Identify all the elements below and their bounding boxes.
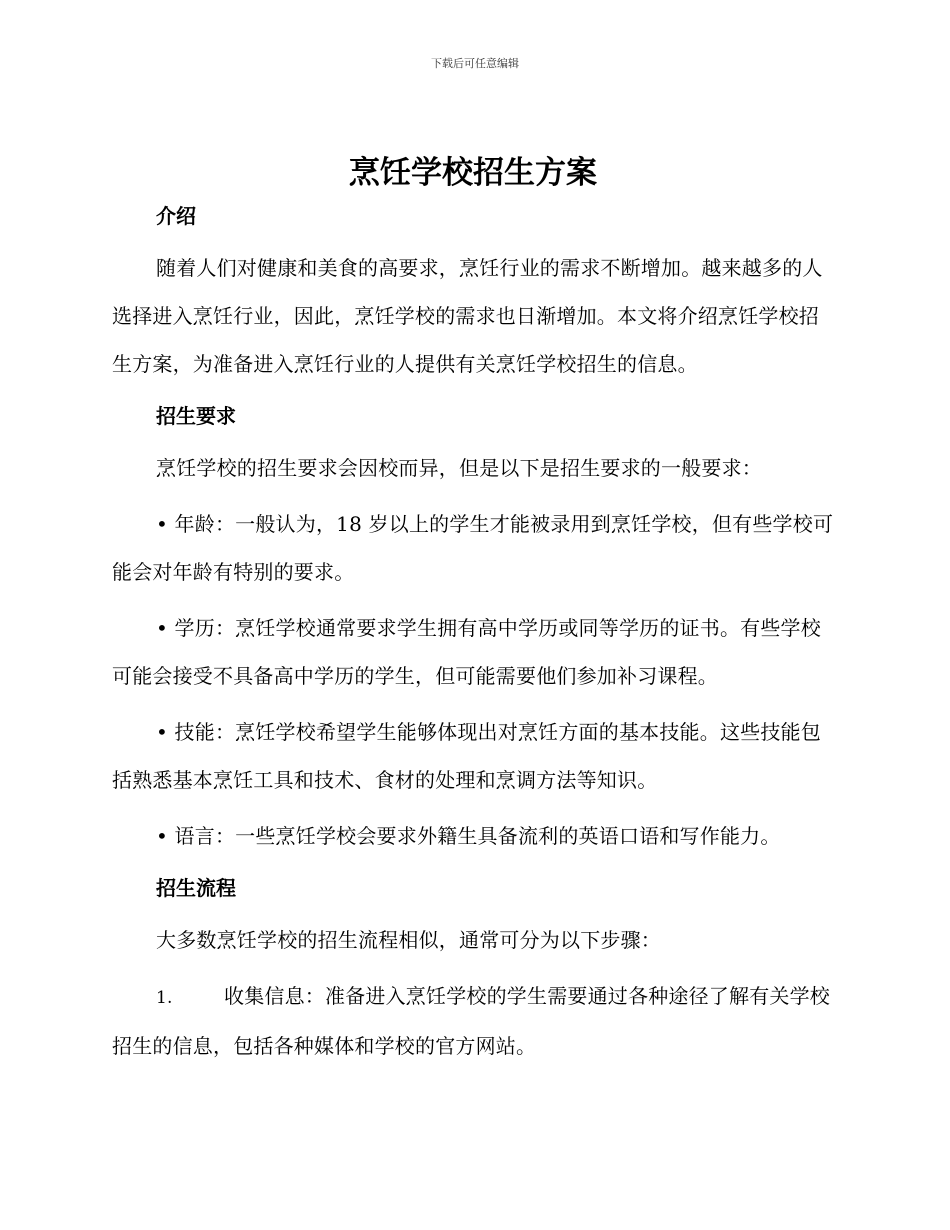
- requirement-item-language: • 语言：一些烹饪学校会要求外籍生具备流利的英语口语和写作能力。: [156, 824, 781, 848]
- requirement-item-education: • 学历：烹饪学校通常要求学生拥有高中学历或同等学历的证书。有些学校可能会接受不具备高中学历的学生，但可能需要他们参加补习课程。: [112, 616, 821, 688]
- section-heading-intro: 介绍: [156, 204, 196, 228]
- document-title: 烹饪学校招生方案: [349, 155, 597, 191]
- process-step: [112, 972, 834, 1070]
- requirement-item-skills: • 技能：烹饪学校希望学生能够体现出对烹饪方面的基本技能。这些技能包括熟悉基本烹饪工具和技术、食材的处理和烹调方法等知识。: [112, 720, 821, 792]
- section-heading-requirements: 招生要求: [156, 404, 236, 428]
- process-step-number: 1.: [156, 988, 173, 1008]
- intro-paragraph: 随着人们对健康和美食的高要求，烹饪行业的需求不断增加。越来越多的人选择进入烹饪行业，因此，烹饪学校的需求也日渐增加。本文将介绍烹饪学校招生方案，为准备进入烹饪行业的人提供有关烹饪学校招生的信息。: [112, 256, 823, 376]
- document-body: [112, 150, 834, 1070]
- requirement-item-age: • 年龄：一般认为，18 岁以上的学生才能被录用到烹饪学校，但有些学校可能会对年龄有特别的要求。: [112, 512, 834, 584]
- requirements-lead: 烹饪学校的招生要求会因校而异，但是以下是招生要求的一般要求：: [156, 456, 762, 480]
- process-step-text: 收集信息：准备进入烹饪学校的学生需要通过各种途径了解有关学校招生的信息，包括各种媒体和学校的官方网站。: [112, 984, 830, 1058]
- section-heading-process: 招生流程: [156, 876, 236, 900]
- process-lead: 大多数烹饪学校的招生流程相似，通常可分为以下步骤：: [156, 928, 661, 952]
- page-header-note: 下载后可任意编辑: [431, 57, 519, 70]
